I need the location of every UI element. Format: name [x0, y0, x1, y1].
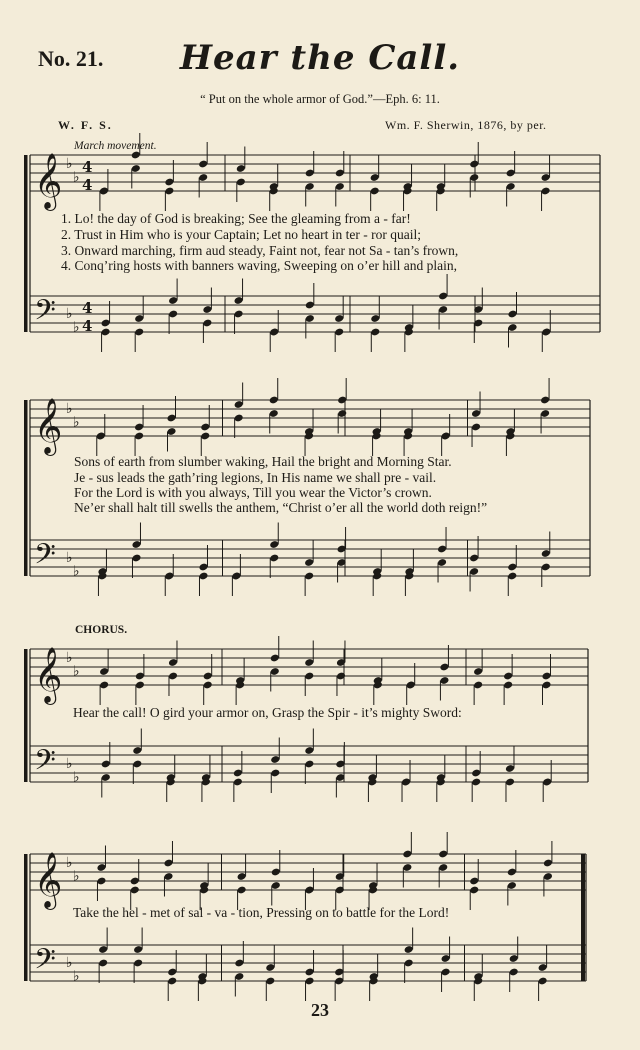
- verse-1-line-1: 1. Lo! the day of God is breaking; See the gleaming from a - far!: [61, 211, 411, 226]
- system-3-treble-clef: 𝄞: [34, 647, 63, 703]
- verse-2-line-1: 2. Trust in Him who is your Captain; Let no heart in ter - ror quail;: [61, 227, 421, 242]
- composer-credit: Wm. F. Sherwin, 1876, by per.: [385, 118, 547, 132]
- chorus-line-2: Take the hel - met of sal - va - tion, Pressing on to battle for the Lord!: [73, 905, 450, 920]
- hymn-title: Hear the Call.: [179, 38, 461, 78]
- system-2-key-flat: ♭: [66, 401, 73, 417]
- system-1-time-sig: 4: [82, 299, 93, 317]
- system-3-brace: [24, 649, 28, 782]
- system-1-key-flat: ♭: [66, 156, 73, 172]
- system-4-bass-clef: 𝄢: [34, 943, 56, 983]
- system-1-time-sig: 4: [82, 176, 93, 194]
- scripture-epigraph: “ Put on the whole armor of God.”—Eph. 6: 11.: [200, 92, 440, 106]
- system-4-key-flat: ♭: [73, 868, 80, 885]
- chorus-label: CHORUS.: [75, 624, 128, 636]
- verse-3-line-1: 3. Onward marching, firm aud steady, Faint not, fear not Sa - tan’s frown,: [61, 243, 459, 258]
- verse-4-line-2: Ne’er shall halt till swells the anthem, “Christ o’er all the world doth reign!”: [74, 500, 488, 515]
- system-2-key-flat: ♭: [73, 563, 80, 580]
- chorus-line-1: Hear the call! O gird your armor on, Grasp the Spir - it’s mighty Sword:: [73, 705, 462, 720]
- system-1-time-sig: 4: [82, 158, 93, 176]
- system-2-brace: [24, 400, 28, 576]
- system-3-key-flat: ♭: [66, 650, 73, 666]
- system-4-treble-clef: 𝄞: [34, 852, 63, 908]
- system-1-key-flat: ♭: [73, 169, 80, 186]
- system-2-key-flat: ♭: [66, 550, 73, 566]
- system-4-key-flat: ♭: [66, 955, 73, 971]
- system-2-bass-clef: 𝄢: [34, 538, 56, 578]
- lyricist-credit: W. F. S.: [58, 118, 113, 132]
- tempo-marking: March movement.: [74, 140, 157, 152]
- system-3-key-flat: ♭: [73, 663, 80, 680]
- page-number: 23: [311, 1000, 329, 1020]
- system-4-brace: [24, 854, 28, 981]
- system-1-key-flat: ♭: [73, 319, 80, 336]
- verse-3-line-2: For the Lord is with you always, Till you wear the Victor’s crown.: [74, 485, 432, 500]
- system-3-bass-clef: 𝄢: [34, 744, 56, 784]
- system-4-key-flat: ♭: [73, 968, 80, 985]
- hymn-number: No. 21.: [38, 46, 104, 71]
- verse-4-line-1: 4. Conq’ring hosts with banners waving, Sweeping on o’er hill and plain,: [61, 258, 457, 273]
- system-2-treble-clef: 𝄞: [34, 398, 63, 454]
- final-double-bar: [581, 854, 585, 981]
- system-1-time-sig: 4: [82, 317, 93, 335]
- system-1-treble-clef: 𝄞: [34, 153, 63, 209]
- system-1-brace: [24, 155, 28, 332]
- verse-1-line-2: Sons of earth from slumber waking, Hail the bright and Morning Star.: [74, 454, 452, 469]
- system-4-key-flat: ♭: [66, 855, 73, 871]
- system-3-key-flat: ♭: [66, 756, 73, 772]
- system-1-bass-clef: 𝄢: [34, 294, 56, 334]
- system-3-key-flat: ♭: [73, 769, 80, 786]
- system-2-key-flat: ♭: [73, 414, 80, 431]
- system-1-key-flat: ♭: [66, 306, 73, 322]
- verse-2-line-2: Je - sus leads the gath’ring legions, In His name we shall pre - vail.: [74, 470, 437, 485]
